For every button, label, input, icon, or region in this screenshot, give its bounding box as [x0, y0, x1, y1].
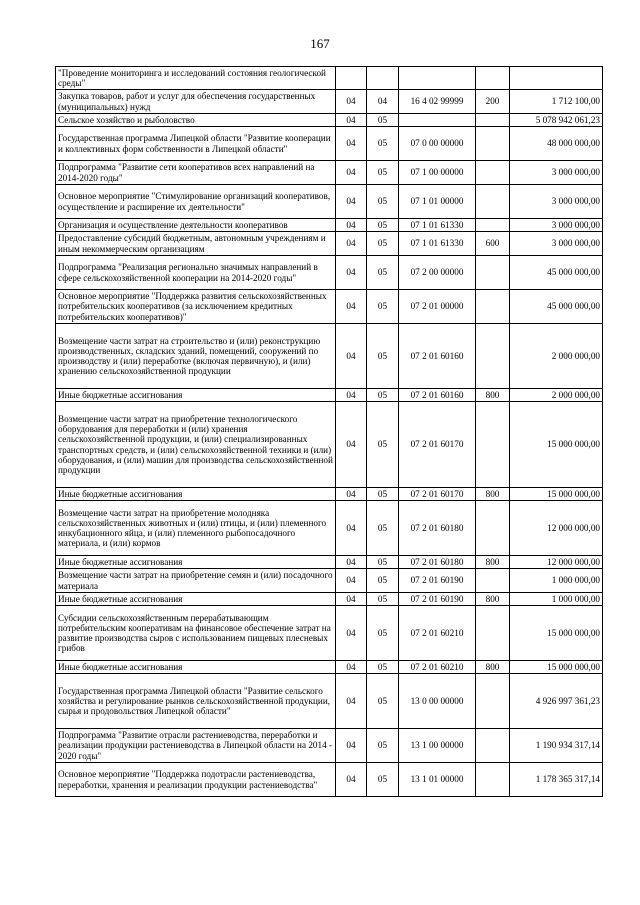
row-sum: 1 712 100,00 — [510, 90, 603, 114]
table-row — [56, 290, 603, 324]
row-expense-type: 800 — [476, 593, 510, 606]
row-target-code: 07 2 01 60160 — [399, 324, 476, 389]
table-row — [56, 219, 603, 232]
row-target-code: 07 1 01 61330 — [399, 232, 476, 256]
table-row — [56, 763, 603, 797]
row-name: Возмещение части затрат на приобретение семян и (или) посадочного материала — [56, 569, 336, 593]
row-subsection — [367, 67, 399, 90]
row-section: 04 — [336, 185, 367, 219]
row-subsection: 05 — [367, 161, 399, 185]
row-target-code: 07 2 01 60190 — [399, 593, 476, 606]
row-name: Сельское хозяйство и рыболовство — [56, 114, 336, 127]
row-name: Иные бюджетные ассигнования — [56, 488, 336, 501]
row-target-code: 07 2 01 60170 — [399, 402, 476, 488]
row-name: Иные бюджетные ассигнования — [56, 661, 336, 674]
row-section: 04 — [336, 219, 367, 232]
row-name: Возмещение части затрат на приобретение молодняка сельскохозяйственных животных и (или) птицы, и (или) племенного инкубационного яйца, и (или) племенного рыбопосадочного материала, и (или) кормов — [56, 501, 336, 556]
row-target-code: 07 0 00 00000 — [399, 127, 476, 161]
row-expense-type: 800 — [476, 488, 510, 501]
row-expense-type — [476, 161, 510, 185]
table-row — [56, 593, 603, 606]
row-sum: 1 000 000,00 — [510, 569, 603, 593]
row-subsection: 05 — [367, 290, 399, 324]
row-section: 04 — [336, 161, 367, 185]
row-subsection: 05 — [367, 556, 399, 569]
table-row — [56, 556, 603, 569]
row-name: Субсидии сельскохозяйственным перерабатывающим потребительским кооперативам на финансовое обеспечение затрат на развитие производства сыров с использованием пищевых плесневых грибов — [56, 606, 336, 661]
row-section: 04 — [336, 232, 367, 256]
row-subsection: 05 — [367, 389, 399, 402]
row-section: 04 — [336, 324, 367, 389]
row-target-code: 07 2 01 60190 — [399, 569, 476, 593]
row-target-code: 07 2 01 60180 — [399, 556, 476, 569]
row-target-code: 07 2 01 60180 — [399, 501, 476, 556]
table-row — [56, 661, 603, 674]
row-target-code: 07 2 01 60170 — [399, 488, 476, 501]
row-target-code: 13 1 01 00000 — [399, 763, 476, 797]
table-row — [56, 232, 603, 256]
row-sum: 48 000 000,00 — [510, 127, 603, 161]
row-name: Основное мероприятие "Поддержка подотрасли растениеводства, переработки, хранения и реализации продукции растениеводства" — [56, 763, 336, 797]
row-sum: 2 000 000,00 — [510, 389, 603, 402]
row-expense-type — [476, 256, 510, 290]
row-sum — [510, 67, 603, 90]
table-row — [56, 569, 603, 593]
table-row — [56, 402, 603, 488]
row-subsection: 05 — [367, 185, 399, 219]
row-sum: 1 178 365 317,14 — [510, 763, 603, 797]
row-name: Государственная программа Липецкой области "Развитие кооперации и коллективных форм собственности в Липецкой области" — [56, 127, 336, 161]
row-section: 04 — [336, 501, 367, 556]
row-section: 04 — [336, 114, 367, 127]
row-target-code: 07 1 01 61330 — [399, 219, 476, 232]
row-target-code: 07 2 01 60210 — [399, 606, 476, 661]
row-expense-type — [476, 114, 510, 127]
table-row — [56, 488, 603, 501]
row-expense-type: 600 — [476, 232, 510, 256]
row-expense-type — [476, 729, 510, 763]
row-subsection: 05 — [367, 402, 399, 488]
row-sum: 3 000 000,00 — [510, 185, 603, 219]
table-row — [56, 674, 603, 729]
row-expense-type: 800 — [476, 556, 510, 569]
row-sum: 12 000 000,00 — [510, 501, 603, 556]
row-section: 04 — [336, 763, 367, 797]
budget-table — [55, 66, 603, 797]
row-sum: 2 000 000,00 — [510, 324, 603, 389]
budget-table-body — [56, 67, 603, 797]
table-row — [56, 114, 603, 127]
row-subsection: 05 — [367, 256, 399, 290]
row-subsection: 05 — [367, 674, 399, 729]
row-section: 04 — [336, 606, 367, 661]
row-expense-type — [476, 219, 510, 232]
row-name: Организация и осуществление деятельности кооперативов — [56, 219, 336, 232]
row-target-code: 07 2 01 60160 — [399, 389, 476, 402]
row-target-code — [399, 114, 476, 127]
row-subsection: 05 — [367, 606, 399, 661]
row-expense-type — [476, 127, 510, 161]
row-name: Иные бюджетные ассигнования — [56, 389, 336, 402]
page-number: 167 — [310, 36, 330, 51]
row-name: Возмещение части затрат на приобретение технологического оборудования для переработки и (или) хранения сельскохозяйственной продукции, и (или) специализированных транспортных средств, и (или) сельскохозяйственной техники и (или) оборудования, и (или) машин для производства сельскохозяйственной продукции — [56, 402, 336, 488]
row-subsection: 05 — [367, 729, 399, 763]
table-row — [56, 501, 603, 556]
row-subsection: 05 — [367, 232, 399, 256]
row-expense-type — [476, 606, 510, 661]
table-row — [56, 256, 603, 290]
row-target-code: 07 2 00 00000 — [399, 256, 476, 290]
row-expense-type: 800 — [476, 661, 510, 674]
row-section: 04 — [336, 593, 367, 606]
table-row — [56, 324, 603, 389]
row-subsection: 05 — [367, 593, 399, 606]
row-subsection: 04 — [367, 90, 399, 114]
row-expense-type — [476, 501, 510, 556]
table-row — [56, 67, 603, 90]
row-name: Подпрограмма "Развитие сети кооперативов всех направлений на 2014-2020 годы" — [56, 161, 336, 185]
table-row — [56, 185, 603, 219]
row-subsection: 05 — [367, 114, 399, 127]
row-name: "Проведение мониторинга и исследований состояния геологической среды" — [56, 67, 336, 90]
row-section: 04 — [336, 661, 367, 674]
row-expense-type — [476, 324, 510, 389]
row-target-code — [399, 67, 476, 90]
row-target-code: 13 1 00 00000 — [399, 729, 476, 763]
row-subsection: 05 — [367, 127, 399, 161]
row-subsection: 05 — [367, 488, 399, 501]
row-sum: 1 000 000,00 — [510, 593, 603, 606]
row-subsection: 05 — [367, 763, 399, 797]
row-section — [336, 67, 367, 90]
row-name: Подпрограмма "Развитие отрасли растениеводства, переработки и реализации продукции растениеводства в Липецкой области на 2014 - 2020 годы" — [56, 729, 336, 763]
row-sum: 5 078 942 061,23 — [510, 114, 603, 127]
row-section: 04 — [336, 729, 367, 763]
row-section: 04 — [336, 488, 367, 501]
row-target-code: 07 1 00 00000 — [399, 161, 476, 185]
row-subsection: 05 — [367, 569, 399, 593]
row-name: Возмещение части затрат на строительство и (или) реконструкцию производственных, складских зданий, помещений, сооружений по производству и (или) переработке (включая первичную), и (или) хранению сельскохозяйственной продукции — [56, 324, 336, 389]
row-sum: 45 000 000,00 — [510, 256, 603, 290]
row-expense-type — [476, 763, 510, 797]
row-sum: 3 000 000,00 — [510, 232, 603, 256]
row-expense-type — [476, 402, 510, 488]
row-expense-type — [476, 569, 510, 593]
row-name: Иные бюджетные ассигнования — [56, 556, 336, 569]
row-target-code: 16 4 02 99999 — [399, 90, 476, 114]
table-row — [56, 127, 603, 161]
row-sum: 3 000 000,00 — [510, 219, 603, 232]
table-row — [56, 90, 603, 114]
row-sum: 15 000 000,00 — [510, 661, 603, 674]
row-name: Иные бюджетные ассигнования — [56, 593, 336, 606]
row-target-code: 07 2 01 00000 — [399, 290, 476, 324]
row-name: Основное мероприятие "Стимулирование организаций кооперативов, осуществление и расширение их деятельности" — [56, 185, 336, 219]
row-expense-type: 200 — [476, 90, 510, 114]
row-expense-type — [476, 674, 510, 729]
row-expense-type — [476, 290, 510, 324]
row-section: 04 — [336, 674, 367, 729]
row-subsection: 05 — [367, 324, 399, 389]
row-expense-type — [476, 67, 510, 90]
row-subsection: 05 — [367, 219, 399, 232]
row-name: Подпрограмма "Реализация регионально значимых направлений в сфере сельскохозяйственной кооперации на 2014-2020 годы" — [56, 256, 336, 290]
row-sum: 1 190 934 317,14 — [510, 729, 603, 763]
row-section: 04 — [336, 127, 367, 161]
row-section: 04 — [336, 402, 367, 488]
table-row — [56, 161, 603, 185]
row-section: 04 — [336, 569, 367, 593]
table-row — [56, 729, 603, 763]
row-section: 04 — [336, 389, 367, 402]
row-target-code: 07 1 01 00000 — [399, 185, 476, 219]
row-name: Государственная программа Липецкой области "Развитие сельского хозяйства и регулирование рынков сельскохозяйственной продукции, сырья и продовольствия Липецкой области" — [56, 674, 336, 729]
row-sum: 3 000 000,00 — [510, 161, 603, 185]
row-subsection: 05 — [367, 661, 399, 674]
row-name: Закупка товаров, работ и услуг для обеспечения государственных (муниципальных) нужд — [56, 90, 336, 114]
row-section: 04 — [336, 256, 367, 290]
row-sum: 15 000 000,00 — [510, 402, 603, 488]
row-sum: 45 000 000,00 — [510, 290, 603, 324]
row-sum: 12 000 000,00 — [510, 556, 603, 569]
table-row — [56, 389, 603, 402]
row-target-code: 13 0 00 00000 — [399, 674, 476, 729]
row-name: Предоставление субсидий бюджетным, автономным учреждениям и иным некоммерческим организациям — [56, 232, 336, 256]
table-row — [56, 606, 603, 661]
row-section: 04 — [336, 290, 367, 324]
row-expense-type — [476, 185, 510, 219]
row-sum: 15 000 000,00 — [510, 606, 603, 661]
row-sum: 15 000 000,00 — [510, 488, 603, 501]
row-name: Основное мероприятие "Поддержка развития сельскохозяйственных потребительских кооперативов (за исключением кредитных потребительских кооперативов)" — [56, 290, 336, 324]
row-sum: 4 926 997 361,23 — [510, 674, 603, 729]
row-subsection: 05 — [367, 501, 399, 556]
row-section: 04 — [336, 556, 367, 569]
row-expense-type: 800 — [476, 389, 510, 402]
row-section: 04 — [336, 90, 367, 114]
row-target-code: 07 2 01 60210 — [399, 661, 476, 674]
